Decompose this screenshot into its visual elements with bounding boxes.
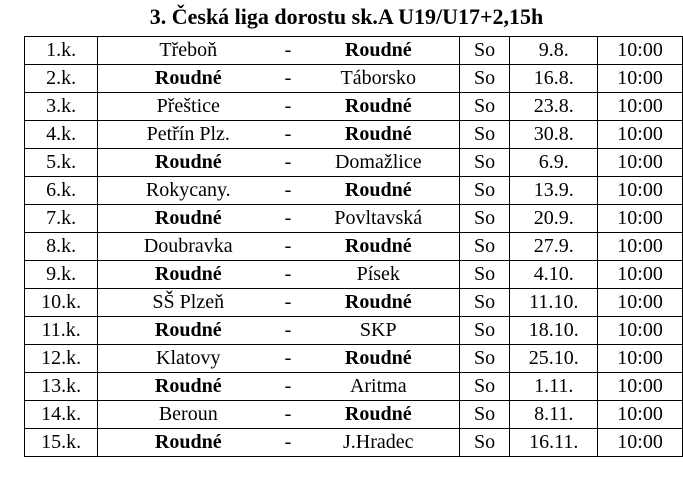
away-team-cell: Roudné bbox=[298, 37, 460, 65]
table-row bbox=[25, 149, 683, 177]
home-team-cell: Přeštice bbox=[98, 93, 279, 121]
day-cell: So bbox=[459, 121, 509, 149]
round-cell: 7.k. bbox=[25, 205, 98, 233]
home-team-cell: Roudné bbox=[98, 373, 279, 401]
time-cell: 10:00 bbox=[598, 261, 683, 289]
table-row bbox=[25, 345, 683, 373]
round-cell: 11.k. bbox=[25, 317, 98, 345]
time-cell: 10:00 bbox=[598, 37, 683, 65]
table-row bbox=[25, 261, 683, 289]
home-team-cell: Doubravka bbox=[98, 233, 279, 261]
date-cell: 18.10. bbox=[510, 317, 598, 345]
day-cell: So bbox=[459, 205, 509, 233]
separator-cell: - bbox=[278, 65, 297, 93]
day-cell: So bbox=[459, 65, 509, 93]
away-team-cell: Roudné bbox=[298, 289, 460, 317]
day-cell: So bbox=[459, 149, 509, 177]
separator-cell: - bbox=[278, 429, 297, 457]
round-cell: 5.k. bbox=[25, 149, 98, 177]
away-team-cell: Roudné bbox=[298, 121, 460, 149]
home-team-cell: Roudné bbox=[98, 317, 279, 345]
home-team-cell: Roudné bbox=[98, 65, 279, 93]
separator-cell: - bbox=[278, 37, 297, 65]
away-team-cell: Roudné bbox=[298, 401, 460, 429]
date-cell: 6.9. bbox=[510, 149, 598, 177]
away-team-cell: SKP bbox=[298, 317, 460, 345]
date-cell: 13.9. bbox=[510, 177, 598, 205]
time-cell: 10:00 bbox=[598, 233, 683, 261]
day-cell: So bbox=[459, 233, 509, 261]
table-row bbox=[25, 233, 683, 261]
day-cell: So bbox=[459, 401, 509, 429]
table-row bbox=[25, 429, 683, 457]
date-cell: 11.10. bbox=[510, 289, 598, 317]
day-cell: So bbox=[459, 261, 509, 289]
round-cell: 8.k. bbox=[25, 233, 98, 261]
date-cell: 25.10. bbox=[510, 345, 598, 373]
day-cell: So bbox=[459, 373, 509, 401]
date-cell: 23.8. bbox=[510, 93, 598, 121]
home-team-cell: Roudné bbox=[98, 205, 279, 233]
day-cell: So bbox=[459, 317, 509, 345]
time-cell: 10:00 bbox=[598, 93, 683, 121]
home-team-cell: SŠ Plzeň bbox=[98, 289, 279, 317]
home-team-cell: Beroun bbox=[98, 401, 279, 429]
separator-cell: - bbox=[278, 177, 297, 205]
home-team-cell: Roudné bbox=[98, 429, 279, 457]
time-cell: 10:00 bbox=[598, 317, 683, 345]
round-cell: 12.k. bbox=[25, 345, 98, 373]
day-cell: So bbox=[459, 93, 509, 121]
round-cell: 9.k. bbox=[25, 261, 98, 289]
table-row bbox=[25, 373, 683, 401]
table-row bbox=[25, 121, 683, 149]
home-team-cell: Rokycany. bbox=[98, 177, 279, 205]
day-cell: So bbox=[459, 345, 509, 373]
date-cell: 4.10. bbox=[510, 261, 598, 289]
day-cell: So bbox=[459, 289, 509, 317]
time-cell: 10:00 bbox=[598, 289, 683, 317]
time-cell: 10:00 bbox=[598, 121, 683, 149]
table-row bbox=[25, 37, 683, 65]
separator-cell: - bbox=[278, 317, 297, 345]
time-cell: 10:00 bbox=[598, 373, 683, 401]
separator-cell: - bbox=[278, 401, 297, 429]
round-cell: 4.k. bbox=[25, 121, 98, 149]
round-cell: 2.k. bbox=[25, 65, 98, 93]
home-team-cell: Klatovy bbox=[98, 345, 279, 373]
date-cell: 27.9. bbox=[510, 233, 598, 261]
separator-cell: - bbox=[278, 149, 297, 177]
page-title: 3. Česká liga dorostu sk.A U19/U17+2,15h bbox=[149, 4, 544, 29]
date-cell: 30.8. bbox=[510, 121, 598, 149]
schedule-body bbox=[25, 37, 683, 457]
table-row bbox=[25, 177, 683, 205]
home-team-cell: Roudné bbox=[98, 149, 279, 177]
away-team-cell: Roudné bbox=[298, 177, 460, 205]
time-cell: 10:00 bbox=[598, 149, 683, 177]
round-cell: 3.k. bbox=[25, 93, 98, 121]
table-row bbox=[25, 205, 683, 233]
away-team-cell: Roudné bbox=[298, 233, 460, 261]
time-cell: 10:00 bbox=[598, 177, 683, 205]
round-cell: 10.k. bbox=[25, 289, 98, 317]
home-team-cell: Třeboň bbox=[98, 37, 279, 65]
separator-cell: - bbox=[278, 121, 297, 149]
table-row bbox=[25, 401, 683, 429]
away-team-cell: J.Hradec bbox=[298, 429, 460, 457]
table-row bbox=[25, 65, 683, 93]
day-cell: So bbox=[459, 429, 509, 457]
time-cell: 10:00 bbox=[598, 345, 683, 373]
separator-cell: - bbox=[278, 345, 297, 373]
separator-cell: - bbox=[278, 93, 297, 121]
table-row bbox=[25, 93, 683, 121]
home-team-cell: Roudné bbox=[98, 261, 279, 289]
away-team-cell: Písek bbox=[298, 261, 460, 289]
away-team-cell: Roudné bbox=[298, 345, 460, 373]
separator-cell: - bbox=[278, 261, 297, 289]
round-cell: 1.k. bbox=[25, 37, 98, 65]
time-cell: 10:00 bbox=[598, 401, 683, 429]
round-cell: 13.k. bbox=[25, 373, 98, 401]
separator-cell: - bbox=[278, 205, 297, 233]
day-cell: So bbox=[459, 37, 509, 65]
away-team-cell: Aritma bbox=[298, 373, 460, 401]
day-cell: So bbox=[459, 177, 509, 205]
home-team-cell: Petřín Plz. bbox=[98, 121, 279, 149]
separator-cell: - bbox=[278, 373, 297, 401]
schedule-table bbox=[24, 36, 683, 457]
round-cell: 14.k. bbox=[25, 401, 98, 429]
date-cell: 9.8. bbox=[510, 37, 598, 65]
time-cell: 10:00 bbox=[598, 205, 683, 233]
away-team-cell: Roudné bbox=[298, 93, 460, 121]
away-team-cell: Domažlice bbox=[298, 149, 460, 177]
date-cell: 8.11. bbox=[510, 401, 598, 429]
time-cell: 10:00 bbox=[598, 429, 683, 457]
away-team-cell: Povltavská bbox=[298, 205, 460, 233]
separator-cell: - bbox=[278, 289, 297, 317]
round-cell: 6.k. bbox=[25, 177, 98, 205]
table-row bbox=[25, 289, 683, 317]
away-team-cell: Táborsko bbox=[298, 65, 460, 93]
time-cell: 10:00 bbox=[598, 65, 683, 93]
date-cell: 1.11. bbox=[510, 373, 598, 401]
date-cell: 16.11. bbox=[510, 429, 598, 457]
date-cell: 16.8. bbox=[510, 65, 598, 93]
date-cell: 20.9. bbox=[510, 205, 598, 233]
round-cell: 15.k. bbox=[25, 429, 98, 457]
table-row bbox=[25, 317, 683, 345]
separator-cell: - bbox=[278, 233, 297, 261]
